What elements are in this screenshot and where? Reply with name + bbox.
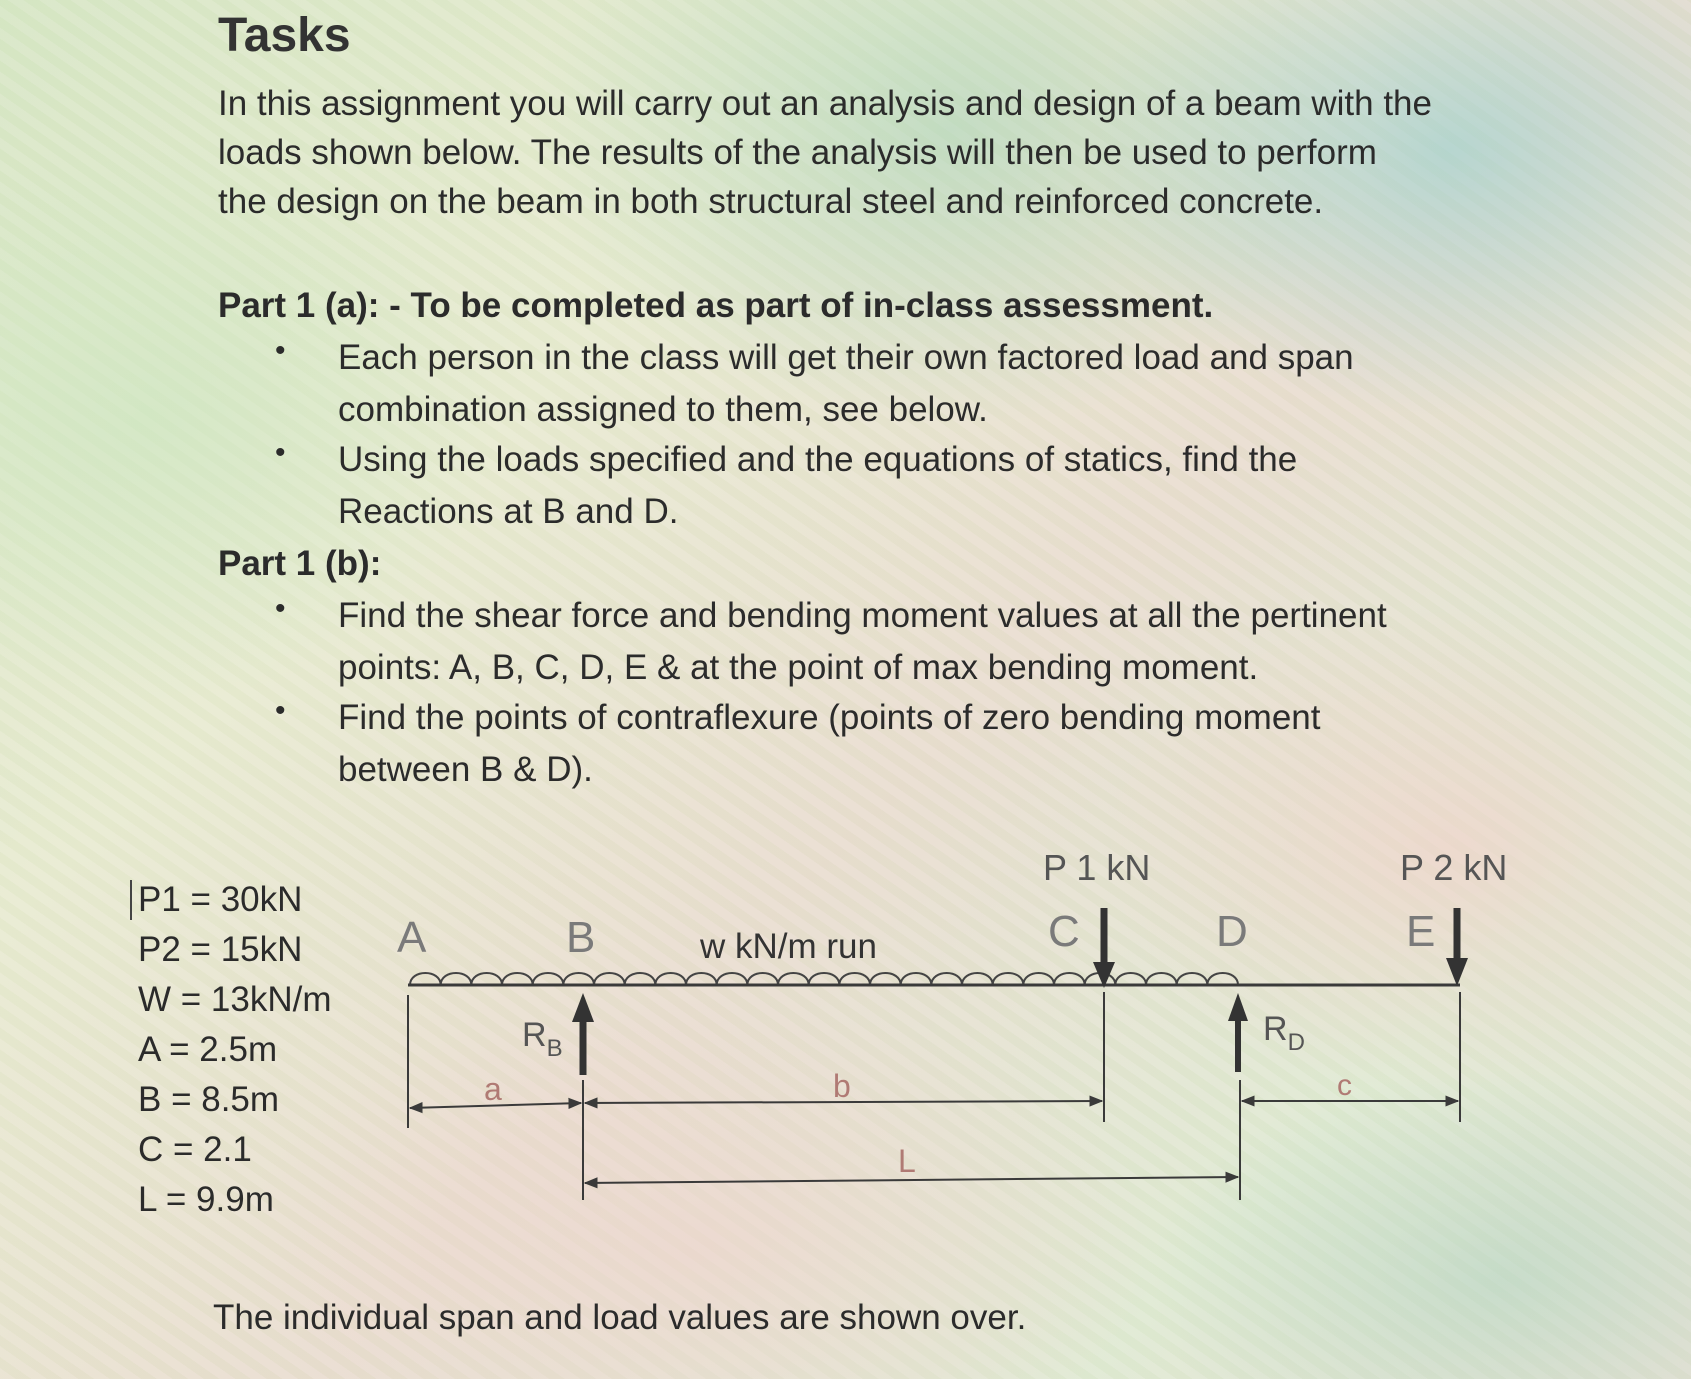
dimension-label-c: c <box>1337 1069 1352 1102</box>
list-item-line: Find the shear force and bending moment values at all the pertinent <box>338 596 1387 635</box>
given-value: A = 2.5m <box>138 1030 278 1069</box>
bullet-icon: • <box>275 694 286 727</box>
load-label-p1: P 1 kN <box>1043 847 1151 888</box>
given-value: W = 13kN/m <box>138 980 332 1019</box>
given-value: P2 = 15kN <box>138 930 303 969</box>
point-label-e: E <box>1406 907 1436 956</box>
page-title: Tasks <box>218 9 351 62</box>
list-item-line: points: A, B, C, D, E & at the point of max bending moment. <box>338 648 1259 687</box>
list-item-line: Find the points of contraflexure (points of zero bending moment <box>338 698 1321 737</box>
given-value: P1 = 30kN <box>138 880 303 919</box>
reaction-arrow-b-icon <box>572 993 594 1075</box>
bullet-icon: • <box>275 592 286 625</box>
load-arrow-p2-icon <box>1446 908 1468 986</box>
list-item-line: Reactions at B and D. <box>338 492 679 531</box>
list-item-line: Each person in the class will get their own factored load and span <box>338 338 1354 377</box>
intro-line: loads shown below. The results of the analysis will then be used to perform <box>218 133 1377 172</box>
intro-line: the design on the beam in both structural steel and reinforced concrete. <box>218 182 1324 221</box>
load-label-p2: P 2 kN <box>1400 847 1508 888</box>
point-label-b: B <box>566 913 596 962</box>
list-item-line: combination assigned to them, see below. <box>338 390 988 429</box>
bullet-icon: • <box>275 436 286 469</box>
intro-line: In this assignment you will carry out an analysis and design of a beam with the <box>218 84 1432 123</box>
dimension-label-b: b <box>833 1068 851 1104</box>
point-label-a: A <box>397 913 427 962</box>
part1b-heading: Part 1 (b): <box>218 544 382 583</box>
reaction-arrow-d-icon <box>1228 993 1248 1072</box>
given-value: C = 2.1 <box>138 1130 252 1169</box>
dimension-label-l: L <box>898 1143 916 1179</box>
reaction-label-d: $R_D$ <box>1263 1010 1305 1056</box>
bullet-icon: • <box>275 334 286 367</box>
udl-label: w kN/m run <box>700 927 877 966</box>
given-value: L = 9.9m <box>138 1180 274 1219</box>
dimension-extension-lines <box>408 992 1460 1200</box>
list-item-line: between B & D). <box>338 750 593 789</box>
reaction-label-b: $R_B$ <box>522 1016 563 1062</box>
distributed-load-icon <box>410 973 1238 985</box>
point-label-d: D <box>1216 907 1248 956</box>
given-value: B = 8.5m <box>138 1080 280 1119</box>
dimension-label-a: a <box>484 1071 502 1107</box>
part1a-heading: Part 1 (a): - To be completed as part of in-class assessment. <box>218 286 1214 325</box>
footer-note: The individual span and load values are shown over. <box>213 1298 1027 1337</box>
point-label-c: C <box>1048 907 1080 956</box>
list-item-line: Using the loads specified and the equations of statics, find the <box>338 440 1298 479</box>
